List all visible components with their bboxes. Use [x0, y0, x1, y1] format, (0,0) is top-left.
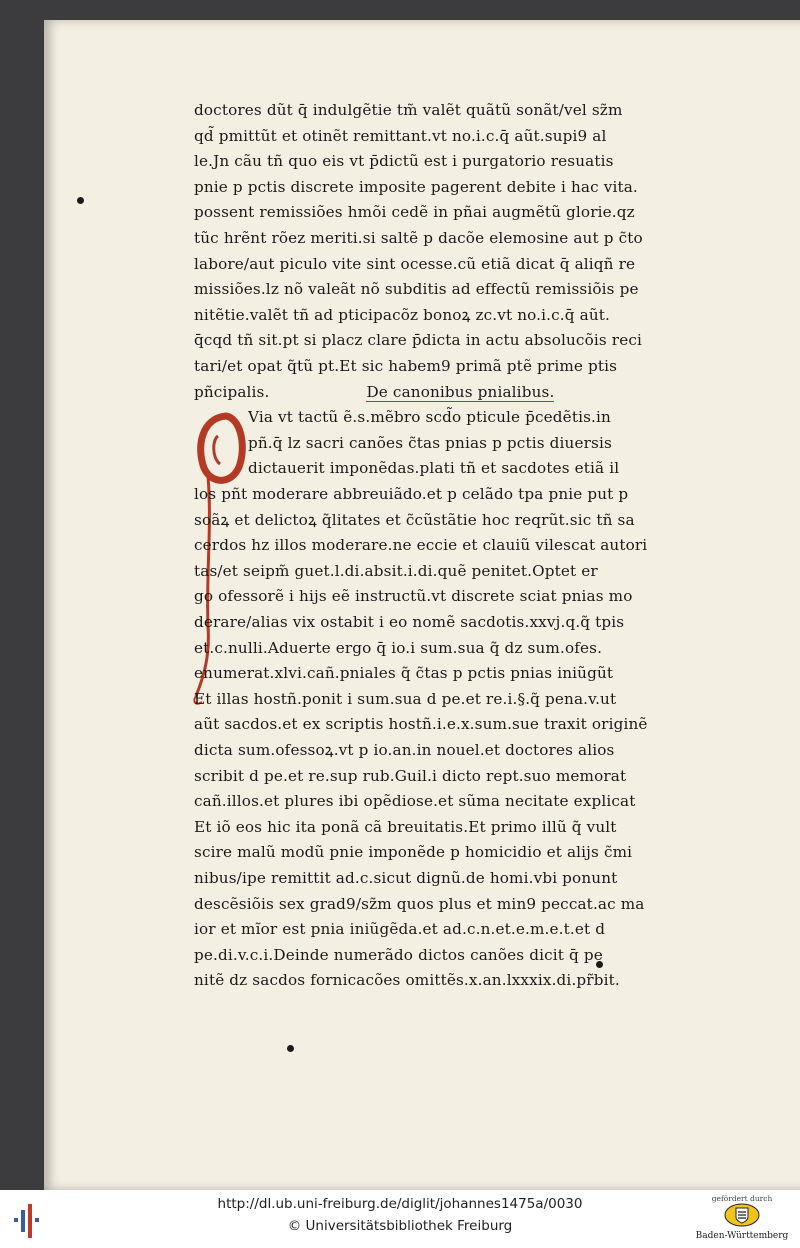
text-line: nibus/ipe remittit ad.c.sicut dignũ.de homi.vbi ponunt: [194, 868, 618, 887]
text-line: derare/alias vix ostabit i eo nomẽ sacdotis.xxvj.q.q̃ tpis: [194, 612, 625, 631]
copyright-notice: © Universitätsbibliothek Freiburg: [287, 1218, 513, 1234]
text-line: missiões.lz nõ valeãt nõ subditis ad effectũ remissiõis pe: [194, 280, 639, 299]
text-line: et.c.nulli.Aduerte ergo q̄ io.i sum.sua q̃ dz sum.ofes.: [194, 638, 603, 657]
text-line: soãꝝ et delictoꝝ q̃litates et c̃cũstãtie hoc reqrũt.sic tñ sa: [194, 510, 635, 529]
text-line: enumerat.xlvi.cañ.pniales q̃ c̃tas p pctis pnias iniũgũt: [194, 664, 614, 683]
text-line: tas/et seipm̃ guet.l.di.absit.i.di.quẽ penitet.Optet er: [194, 561, 598, 580]
manuscript-text-body-2: [194, 482, 754, 994]
text-line: aũt sacdos.et ex scriptis hostñ.i.e.x.sum.sue traxit originẽ: [194, 715, 648, 734]
text-line: go ofessorẽ i hijs eẽ instructũ.vt discrete sciat pnias mo: [194, 587, 633, 606]
viewer-footer: [0, 1190, 800, 1248]
text-line: doctores dũt q̄ indulgẽtie tm̃ valẽt quãtũ sonãt/vel sz̃m: [194, 101, 623, 119]
text-line: tari/et opat q̃tũ pt.Et sic habem9 primã ptẽ prime ptis: [194, 356, 618, 375]
text-line: pñcipalis.: [194, 382, 270, 401]
text-line: qd̃ pmittũt et otinẽt remittant.vt no.i.c.q̄ aũt.supi9 al: [194, 126, 607, 145]
manuscript-page: [44, 20, 800, 1190]
text-line: tũc hrẽnt rõez meriti.si saltẽ p dacõe elemosine aut p c̃to: [194, 228, 643, 247]
text-line: Via vt tactũ ẽ.s.mẽbro scd̃o pticule p̄cedẽtis.in: [248, 408, 611, 426]
text-line: Et illas hostñ.ponit i sum.sua d pe.et re.i.§.q̃ pena.v.ut: [194, 689, 617, 708]
text-line: pe.di.v.c.i.Deinde numerãdo dictos canões dicit q̄ pe: [194, 945, 603, 964]
sponsor-badge: [690, 1192, 794, 1246]
text-line: pnie p pctis discrete imposite pagerent debite i hac vita.: [194, 177, 638, 196]
text-line: nitẽ dz sacdos fornicacões omittẽs.x.an.lxxxix.di.pr̃bit.: [194, 971, 620, 990]
section-heading: De canonibus pnialibus.: [366, 382, 555, 401]
text-line: cañ.illos.et plures ibi opẽdiose.et sũma necitate explicat: [194, 792, 636, 811]
text-line: los pñt moderare abbreuiãdo.et p celãdo tpa pnie put p: [194, 485, 629, 503]
text-line: nitẽtie.valẽt tñ ad pticipacõz bonoꝝ zc.vt no.i.c.q̄ aũt.: [194, 305, 610, 324]
document-url[interactable]: http://dl.ub.uni-freiburg.de/diglit/johannes1475a/0030: [217, 1196, 583, 1212]
page-dot: [77, 197, 84, 204]
state-coat-of-arms-icon: [722, 1203, 762, 1227]
sponsor-name: Baden-Württemberg: [695, 1231, 789, 1241]
manuscript-text: [194, 98, 754, 405]
text-line: scribit d pe.et re.sup rub.Guil.i dicto rept.suo memorat: [194, 766, 627, 785]
text-line: cerdos hz illos moderare.ne eccie et clauiũ vilescat autori: [194, 536, 648, 555]
manuscript-text-body: [248, 405, 758, 482]
text-line: q̄cqd tñ sit.pt si placz clare p̄dicta in actu absolucõis reci: [194, 331, 643, 350]
sponsor-label: gefördert durch: [711, 1194, 773, 1203]
text-line: le.Jn cãu tñ quo eis vt p̄dictũ est i purgatorio resuatis: [194, 152, 614, 171]
rubric-line: [194, 380, 754, 406]
text-line: labore/aut piculo vite sint ocesse.cũ etiã dicat q̄ aliqñ re: [194, 254, 636, 273]
text-line: possent remissiões hmõi cedẽ in pñai augmẽtũ glorie.qz: [194, 203, 635, 222]
page-dot: [287, 1045, 294, 1052]
text-line: scire malũ modũ pnie imponẽde p homicidio et alijs c̃mi: [194, 843, 633, 862]
text-line: ior et mĩor est pnia iniũgẽda.et ad.c.n.et.e.m.e.t.et d: [194, 920, 606, 939]
text-line: pñ.q̄ lz sacri canões c̃tas pnias p pctis diuersis: [248, 433, 612, 452]
text-line: Et iõ eos hic ita ponã cã breuitatis.Et primo illũ q̃ vult: [194, 817, 617, 836]
text-line: dicta sum.ofessoꝝ.vt p io.an.in nouel.et doctores alios: [194, 740, 615, 759]
text-line: dictauerit imponẽdas.plati tñ et sacdotes etiã il: [248, 459, 620, 478]
text-line: descẽsiõis sex grad9/sz̃m quos plus et min9 peccat.ac ma: [194, 894, 645, 913]
